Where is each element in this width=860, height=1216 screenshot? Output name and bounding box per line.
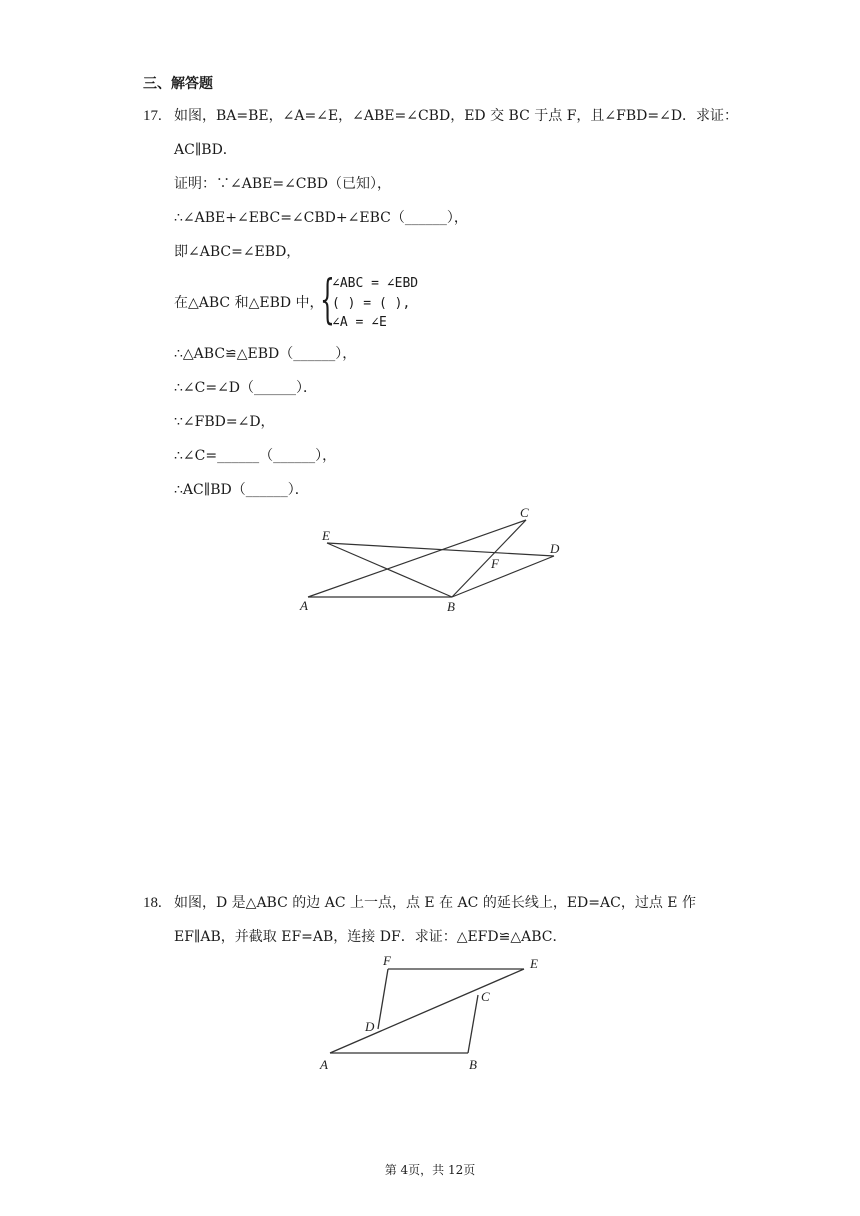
question-17-line1: 如图，BA=BE，∠A=∠E，∠ABE=∠CBD，ED 交 BC 于点 F，且∠FBD=∠D．求证： — [174, 108, 739, 124]
section-heading: 三、解答题 — [143, 76, 213, 92]
segment-ED — [327, 543, 554, 556]
question-18-line1: 如图，D 是△ABC 的边 AC 上一点，点 E 在 AC 的延长线上，ED=AC，过点 E 作 — [174, 895, 696, 911]
label-A: A — [320, 1057, 328, 1072]
segment-BC — [452, 520, 526, 597]
question-18-number: 18. — [143, 895, 162, 911]
proof-line-3: 即∠ABC=∠EBD， — [174, 244, 301, 260]
figure-17 — [290, 500, 580, 620]
label-F: F — [491, 556, 499, 571]
label-E: E — [322, 528, 330, 543]
system-prefix: 在△ABC 和△EBD 中， — [174, 295, 324, 311]
segment-FD — [378, 969, 388, 1029]
label-E: E — [530, 956, 538, 971]
question-18-line2: EF∥AB，并截取 EF=AB，连接 DF．求证：△EFD≌△ABC． — [174, 929, 567, 945]
label-B: B — [447, 599, 455, 614]
question-17-number: 17. — [143, 108, 162, 124]
label-B: B — [469, 1057, 477, 1072]
label-D: D — [550, 541, 560, 556]
system-line-2: ( ) = ( ), — [332, 296, 411, 311]
proof-line-4: ∴△ABC≌△EBD（______）， — [174, 346, 357, 362]
system-brace: { — [320, 270, 335, 330]
system-line-3: ∠A = ∠E — [332, 315, 387, 330]
proof-line-7: ∴∠C=______（______）， — [174, 448, 337, 464]
page-footer: 第 4页，共 12页 — [384, 1163, 476, 1177]
label-C: C — [520, 505, 529, 520]
proof-line-5: ∴∠C=∠D（______）． — [174, 380, 318, 396]
proof-line-6: ∵∠FBD=∠D， — [174, 414, 275, 430]
label-C: C — [481, 989, 490, 1004]
segment-AE — [330, 969, 524, 1053]
segment-BD — [452, 556, 554, 597]
label-D: D — [365, 1019, 375, 1034]
label-A: A — [300, 598, 308, 613]
system-line-1: ∠ABC = ∠EBD — [332, 276, 419, 291]
proof-line-1: 证明：∵∠ABE=∠CBD（已知）， — [174, 176, 392, 192]
proof-line-2: ∴∠ABE+∠EBC=∠CBD+∠EBC（______）， — [174, 210, 468, 226]
question-17-line2: AC∥BD． — [174, 142, 237, 158]
proof-line-8: ∴AC∥BD（______）． — [174, 482, 309, 498]
figure-18 — [315, 950, 555, 1075]
label-F: F — [383, 953, 391, 968]
segment-EB — [327, 543, 452, 597]
segment-BC — [468, 995, 478, 1053]
